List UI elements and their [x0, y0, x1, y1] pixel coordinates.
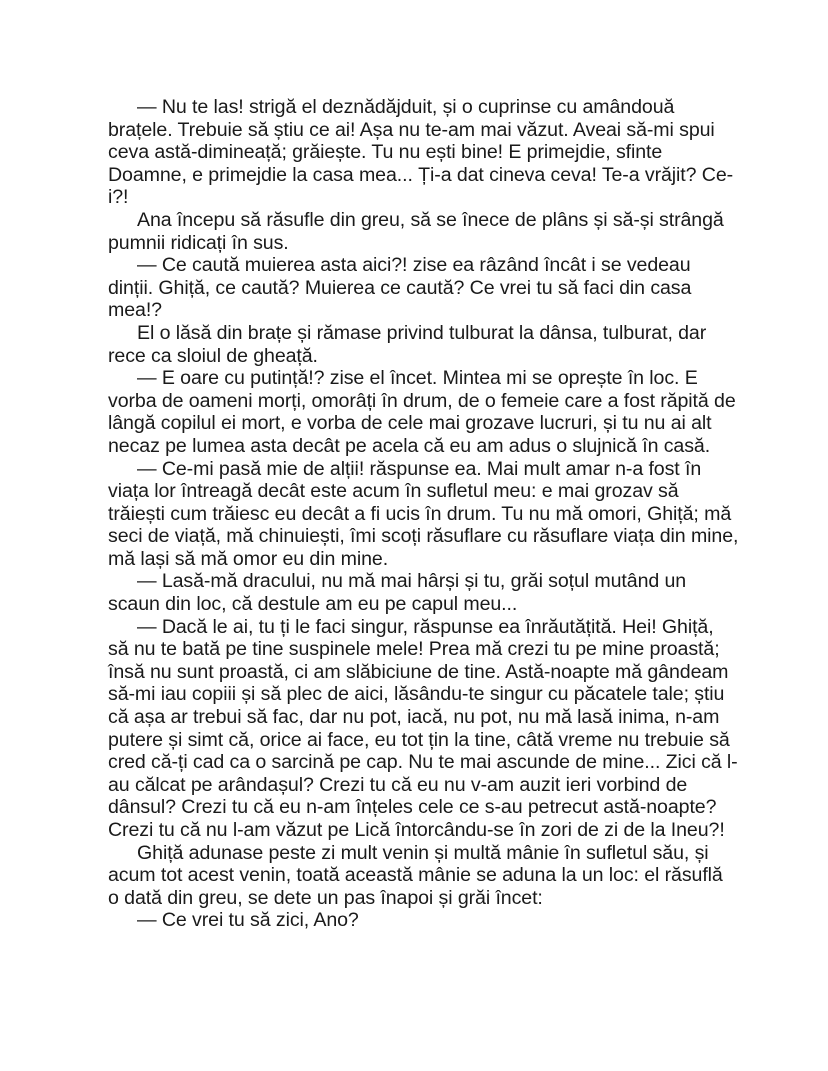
text-line: Ghiță adunase peste zi mult venin și multă mânie în sufletul său, și — [137, 841, 709, 864]
text-line: — Dacă le ai, tu ți le faci singur, răspunse ea înrăutățită. Hei! Ghiță, — [137, 615, 714, 638]
text-line: Crezi tu că nu l-am văzut pe Lică întorcându-se în zori de zi de la Ineu?! — [108, 819, 725, 841]
text-line: pumnii ridicați în sus. — [108, 231, 289, 254]
text-line: mea!? — [108, 299, 162, 322]
text-line: Doamne, e primejdie la casa mea... Ți-a dat cineva ceva! Te-a vrăjit? Ce- — [108, 163, 734, 186]
text-line: seci de viață, mă chinuiești, îmi scoți răsuflare cu răsuflare viața din mine, — [108, 525, 739, 548]
text-line: brațele. Trebuie să știu ce ai! Așa nu te-am mai văzut. Aveai să-mi spui — [108, 118, 715, 141]
text-line: rece ca sloiul de gheață. — [108, 344, 318, 367]
text-line: — Lasă-mă dracului, nu mă mai hârși și tu, grăi soțul mutând un — [137, 570, 687, 593]
text-line: mă lași să mă omor eu din mine. — [108, 547, 389, 570]
text-line: că așa ar trebui să fac, dar nu pot, iacă, nu pot, nu mă lasă inima, n-am — [108, 706, 720, 729]
text-line: i?! — [108, 186, 129, 209]
text-line: ceva astă-dimineață; grăiește. Tu nu ești bine! E primejdie, sfinte — [108, 141, 663, 164]
text-line: acum tot acest venin, toată această mânie se aduna la un loc: el răsuflă — [108, 864, 723, 887]
text-line: — Ce caută muierea asta aici?! zise ea râzând încât i se vedeau — [137, 254, 691, 277]
text-line: să nu te bată pe tine suspinele mele! Prea mă crezi tu pe mine proastă; — [108, 638, 720, 661]
text-line: viața lor întreagă decât este acum în sufletul meu: e mai grozav să — [108, 480, 679, 503]
text-line: El o lăsă din brațe și rămase privind tulburat la dânsa, tulburat, dar — [137, 321, 707, 344]
text-line: să-mi iau copiii și să plec de aici, lăsându-te singur cu păcatele tale; știu — [108, 683, 725, 706]
text-line: — Nu te las! strigă el deznădăjduit, și o cuprinse cu amândouă — [137, 96, 675, 118]
text-line: necaz pe lumea asta decât pe acela că eu am adus o slujnică în casă. — [108, 434, 711, 457]
text-line: trăiești cum trăiesc eu decât a fi ucis în drum. Tu nu mă omori, Ghiță; mă — [108, 502, 732, 525]
text-line: o dată din greu, se dete un pas înapoi și grăi încet: — [108, 886, 543, 909]
text-line: Ana începu să răsufle din greu, să se înece de plâns și să-și strângă — [137, 208, 724, 231]
text-line: însă nu sunt proastă, ci am slăbiciune de tine. Astă-noapte mă gândeam — [108, 660, 729, 683]
text-line: au călcat pe arândașul? Crezi tu că eu nu v-am auzit ieri vorbind de — [108, 773, 688, 796]
text-line: vorba de oameni morți, omorâți în drum, de o femeie care a fost răpită de — [108, 389, 736, 412]
text-line: dânsul? Crezi tu că eu n-am înțeles cele ce s-au petrecut astă-noapte? — [108, 796, 717, 819]
text-line: — Ce vrei tu să zici, Ano? — [137, 909, 359, 932]
text-line: cred că-ți cad ca o sarcină pe cap. Nu te mai ascunde de mine... Zici că l- — [108, 751, 738, 774]
text-line: dinții. Ghiță, ce caută? Muierea ce caută? Ce vrei tu să faci din casa — [108, 276, 692, 299]
text-line: putere și simt că, orice ai face, eu tot țin la tine, câtă vreme nu trebuie să — [108, 728, 730, 751]
text-line: scaun din loc, că destule am eu pe capul meu... — [108, 593, 518, 616]
text-line: — Ce-mi pasă mie de alții! răspunse ea. Mai mult amar n-a fost în — [137, 457, 702, 480]
text-line: — E oare cu putință!? zise el încet. Mintea mi se oprește în loc. E — [137, 367, 698, 390]
text-line: lângă copilul ei mort, e vorba de cele mai grozave lucruri, și tu nu ai alt — [108, 412, 712, 435]
document-page — [108, 96, 748, 932]
